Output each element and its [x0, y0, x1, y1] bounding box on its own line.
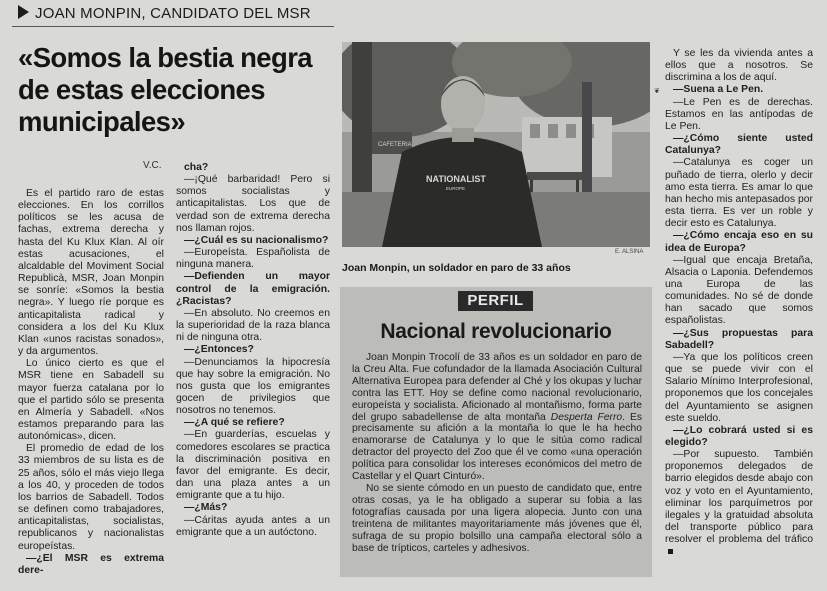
column-2 — [176, 162, 330, 539]
answer: —Cáritas ayuda antes a un emigrante que a un autóctono. — [176, 514, 330, 538]
column-1 — [18, 188, 164, 577]
profile-label: PERFIL — [458, 291, 533, 311]
photo-illustration — [342, 42, 650, 247]
question: cha? — [184, 162, 209, 173]
group-name: Desperta Ferro — [550, 411, 623, 423]
paragraph: Lo único cierto es que el MSR tiene en Sabadell su mayor fuerza catalana por lo que el partido sólo se presenta en Almería y Sabadell. «Nos estamos preparando para las autonómicas», dicen. — [18, 358, 164, 443]
answer: —Catalunya es coger un puñado de tierra, olerlo y decir amo esta tierra. Es amar lo que han hecho mis antepasados por esta tierra. Es ver un roble y decir esto es Catalunya. — [665, 157, 813, 230]
byline: V.C. — [143, 160, 162, 171]
kicker — [18, 5, 311, 22]
question: —Defienden un mayor control de la emigración. ¿Racistas? — [176, 271, 330, 307]
photo-caption: Joan Monpin, un soldador en paro de 33 años — [342, 262, 571, 274]
answer: —En guarderías, escuelas y comedores escolares se practica la discriminación positiva en favor del emigrante. Es decir, dan una plaza antes a un emigrante que a tu hijo. — [176, 429, 330, 502]
answer: —¡Qué barbaridad! Pero si somos socialistas y anticapitalistas. Los que de verdad son de extrema derecha nos llaman rojos. — [176, 174, 330, 234]
question: —¿Más? — [184, 502, 228, 514]
text-run: . Es precisamente su afición a la montaña lo que le ha hecho enamorarse de Catalunya y lo que le sitúa como radical detractor del proyecto del Zoo que él ve como «una operación política para consolidar los intereses económicos del metro de Castellar y el Quart Cinturó». — [352, 411, 642, 483]
answer: —Por supuesto. También proponemos delegados de barrio elegidos desde abajo con voz y voto en el Ayuntamiento, eliminar los parquímetros por ilegales y la gratuidad absoluta del transporte público para resolver el problema del tráfico — [665, 449, 813, 558]
answer: —Le Pen es de derechas. Estamos en las antípodas de Le Pen. — [665, 96, 813, 132]
question: —¿Cuál es su nacionalismo? — [184, 234, 329, 246]
profile-text — [352, 352, 642, 554]
triangle-bullet-icon — [18, 5, 29, 19]
question: —¿El MSR es extrema dere- — [18, 552, 164, 576]
paragraph: Es el partido raro de estas elecciones. En los corrillos políticos se les acusa de fachas, extrema derecha y hasta del Ku Klux Klan. Al oír estas acusaciones, el alcaldable del Moviment Social Republicà, MSR, Joan Monpin se sonríe: «Somos la bestia negra». Y luego ríe porque es anticapitalista radical y considera a los del Ku Klux Klan «unos racistas sonados», y da argumentos. — [18, 188, 164, 358]
question: —¿Cómo siente usted Catalunya? — [665, 133, 813, 157]
question: —¿Cómo encaja eso en su idea de Europa? — [665, 230, 813, 254]
question: —¿Lo cobrará usted si es elegido? — [665, 424, 813, 448]
profile-paragraph — [352, 352, 642, 483]
profile-title: Nacional revolucionario — [380, 320, 612, 343]
question: —Suena a Le Pen. — [673, 84, 764, 96]
shirt-subtext: EUROPE — [446, 186, 466, 191]
cafe-sign: CAFETERIA — [378, 142, 412, 148]
profile-paragraph: No se siente cómodo en un puesto de candidato que, entre otras cosas, ya le ha obligado a superar su fobia a las fotografías causada por una ligera alopecia. Junto con una treintena de militantes mayoritariamente más jóvenes que él, sufraga de su propio bolsillo una campaña electoral sólo a base de trípticos, carteles y adhesivos. — [352, 482, 642, 554]
portrait-photo — [342, 42, 650, 247]
answer: —Europeísta. Españolista de ninguna manera. — [176, 247, 330, 271]
text-run: Joan Monpin Trocolí de 33 años es un soldador en paro de la Creu Alta. Fue cofundador de la llamada Asociación Cultural Alternativa Europea para defender al Ché y los okupas y luchar contra las ETT. Hoy se define como nacional revolucionario, europeísta y socialista. Aficionado al montañismo, forma parte del grupo sabadellense de alta montaña — [352, 352, 642, 423]
answer: —Ya que los políticos creen que se puede vivir con el Salario Mínimo Interprofesional, proponemos que los concejales del Ayuntamiento se asignen este sueldo. — [665, 351, 813, 424]
question: —¿Entonces? — [184, 344, 254, 356]
photo-credit: E. ALSINA — [615, 249, 644, 255]
question: —¿Sus propuestas para Sabadell? — [665, 327, 813, 351]
column-4 — [665, 48, 813, 559]
answer: Y se les da vivienda antes a ellos que a nosotros. Se discrimina a los de aquí. — [665, 48, 813, 84]
kicker-text: JOAN MONPIN, CANDIDATO DEL MSR — [35, 5, 311, 22]
answer: —Denunciamos la hipocresía que hay sobre la emigración. No nos gusta que los emigrantes gocen de privilegios que nosotros no tenemos. — [176, 356, 330, 417]
answer: —Igual que encaja Bretaña, Alsacia o Laponia. Defendemos una Europa de las comunidades. No sé de donde han sacado que somos españolistas. — [665, 254, 813, 327]
question: —¿A qué se refiere? — [184, 417, 285, 429]
margin-mark-icon: ❦ — [654, 88, 660, 95]
end-mark-icon — [668, 549, 673, 554]
shirt-text: NATIONALIST — [426, 174, 486, 184]
paragraph: El promedio de edad de los 33 miembros de su lista es de 25 años, sólo el más viejo llega a los 40, y proceden de todos los barrios de Sabadell. Todos se definen como trabajadores, anticapitalistas, socialistas, republicanos y nacionalistas europeístas. — [18, 443, 164, 552]
answer: —En absoluto. No creemos en la superioridad de la raza blanca ni de ninguna otra. — [176, 307, 330, 344]
headline: «Somos la bestia negra de estas elecciones municipales» — [18, 42, 312, 137]
kicker-rule — [12, 26, 334, 27]
